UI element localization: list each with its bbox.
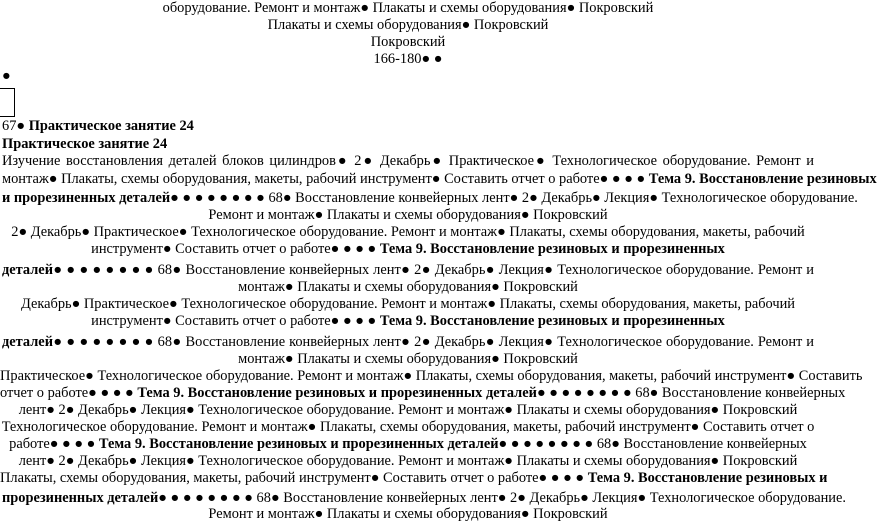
text-line: лент● 2● Декабрь● Лекция● Технологическое оборудование. Ремонт и монтаж● Плакаты и схемы оборудования● Покровский xyxy=(18,453,798,469)
text-line: Ремонт и монтаж● Плакаты и схемы оборудования● Покровский xyxy=(208,207,608,223)
text-line: Плакаты и схемы оборудования● Покровский xyxy=(267,17,549,33)
text-line: 166-180● ● xyxy=(373,51,443,67)
text-line: монтаж● Плакаты, схемы оборудования, макеты, рабочий инструмент● Составить отчет о работе● ● ● ● Тема 9. Восстановление резиновых xyxy=(2,171,877,187)
text-line: отчет о работе● ● ● ● Тема 9. Восстановление резиновых и прорезиненных деталей● ● ● ● ● ● ● ● 68● Восстановление конвейерных xyxy=(0,385,846,401)
text-line: деталей● ● ● ● ● ● ● ● 68● Восстановление конвейерных лент● 2● Декабрь● Лекция● Технологическое оборудование. Ремонт и xyxy=(2,262,814,278)
lesson-heading: 67● Практическое занятие 24 xyxy=(2,118,194,134)
empty-table-cell xyxy=(0,88,15,117)
text-line: инструмент● Составить отчет о работе● ● ● ● Тема 9. Восстановление резиновых и прорезиненных xyxy=(91,241,725,257)
bullet: ● xyxy=(2,68,11,84)
text-line: Ремонт и монтаж● Плакаты и схемы оборудования● Покровский xyxy=(208,506,608,522)
text-line: и прорезиненных деталей● ● ● ● ● ● ● ● 68● Восстановление конвейерных лент● 2● Декабрь● Лекция● Технологическое оборудование. xyxy=(2,190,858,206)
text-line: Практическое● Технологическое оборудование. Ремонт и монтаж● Плакаты, схемы оборудования, макеты, рабочий инструмент● Составить xyxy=(0,368,863,384)
text-line: Покровский xyxy=(370,34,446,50)
text-line: Технологическое оборудование. Ремонт и монтаж● Плакаты, схемы оборудования, макеты, рабочий инструмент● Составить отчет о xyxy=(1,419,815,435)
text-line: 2● Декабрь● Практическое● Технологическое оборудование. Ремонт и монтаж● Плакаты, схемы оборудования, макеты, рабочий xyxy=(11,224,805,240)
text-line: прорезиненных деталей● ● ● ● ● ● ● ● 68● Восстановление конвейерных лент● 2● Декабрь● Лекция● Технологическое оборудование. xyxy=(2,490,846,506)
text-line: деталей● ● ● ● ● ● ● ● 68● Восстановление конвейерных лент● 2● Декабрь● Лекция● Технологическое оборудование. Ремонт и xyxy=(2,334,814,350)
lesson-title: Практическое занятие 24 xyxy=(2,136,168,152)
text-line: Плакаты, схемы оборудования, макеты, рабочий инструмент● Составить отчет о работе● ● ● ● Тема 9. Восстановление резиновых и xyxy=(0,470,828,486)
text-line: монтаж● Плакаты и схемы оборудования● Покровский xyxy=(238,351,578,367)
text-line: инструмент● Составить отчет о работе● ● ● ● Тема 9. Восстановление резиновых и прорезиненных xyxy=(91,313,725,329)
text-line: работе● ● ● ● Тема 9. Восстановление резиновых и прорезиненных деталей● ● ● ● ● ● ● ● 68● Восстановление конвейерных xyxy=(9,436,807,452)
text-line: оборудование. Ремонт и монтаж● Плакаты и схемы оборудования● Покровский xyxy=(162,0,654,16)
text-line: лент● 2● Декабрь● Лекция● Технологическое оборудование. Ремонт и монтаж● Плакаты и схемы оборудования● Покровский xyxy=(18,402,798,418)
text-line: Изучение восстановления деталей блоков цилиндров● 2● Декабрь● Практическое● Технологическое оборудование. Ремонт и xyxy=(2,153,814,169)
text-line: Декабрь● Практическое● Технологическое оборудование. Ремонт и монтаж● Плакаты, схемы оборудования, макеты, рабочий xyxy=(20,296,795,312)
text-line: монтаж● Плакаты и схемы оборудования● Покровский xyxy=(238,279,578,295)
